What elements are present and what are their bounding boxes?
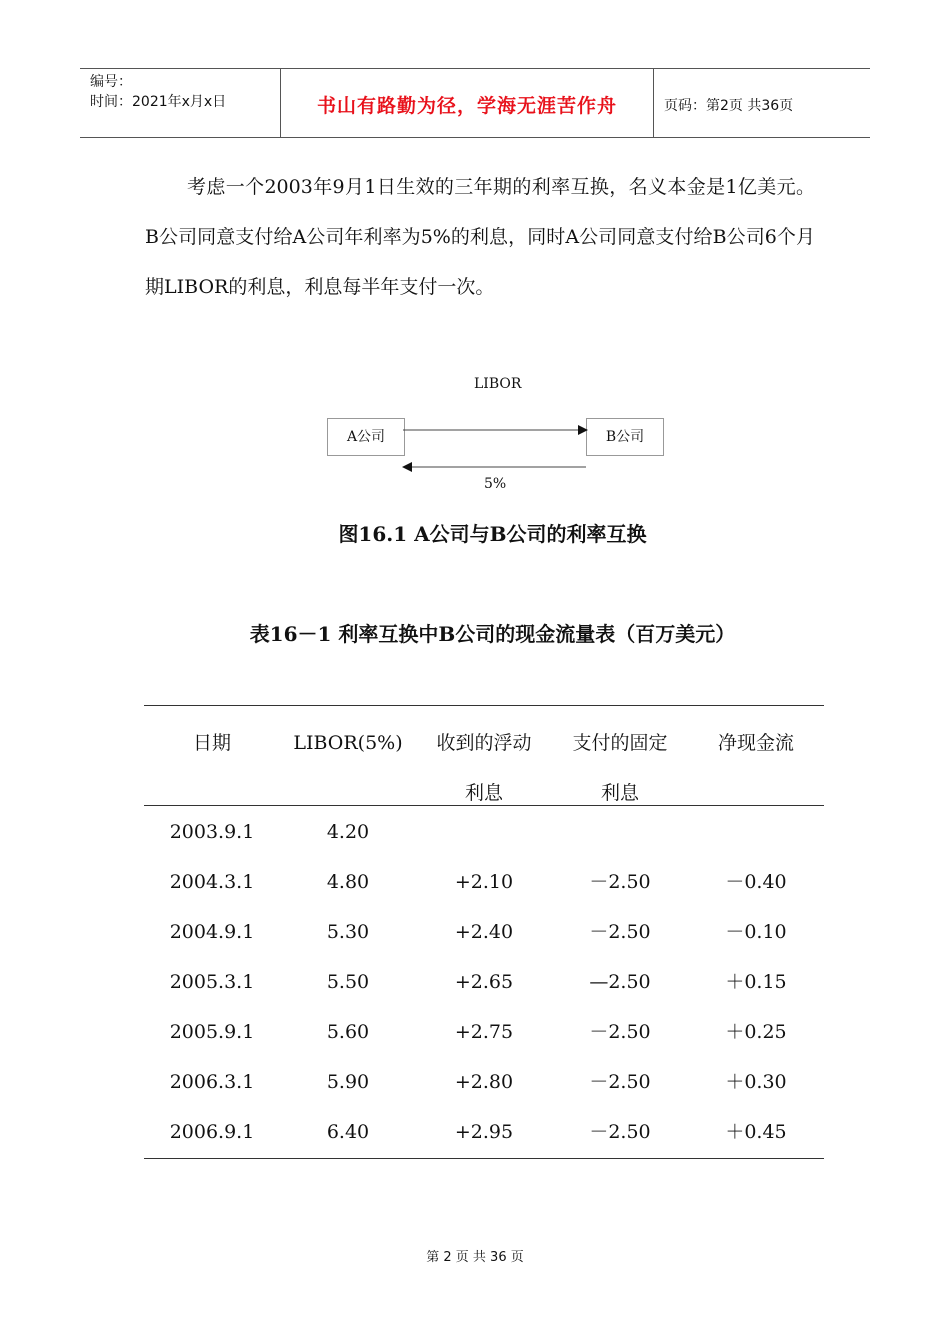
- table-row: [144, 1006, 824, 1056]
- page-header: [80, 68, 870, 138]
- cell-fixed-paid: －2.50: [589, 1121, 651, 1143]
- cell-floating-received: +2.95: [454, 1121, 514, 1143]
- cell-libor: 5.90: [326, 1071, 370, 1093]
- cell-net-cashflow: ＋0.30: [725, 1071, 787, 1093]
- figure-arrows: [400, 420, 590, 472]
- table-caption: 表16－1 利率互换中B公司的现金流量表（百万美元）: [249, 622, 736, 646]
- cell-date: 2005.9.1: [169, 1021, 255, 1043]
- cashflow-table: [144, 705, 824, 1159]
- table-row: [144, 906, 824, 956]
- figure-caption: 图16.1 A公司与B公司的利率互换: [338, 522, 647, 546]
- cell-fixed-paid: －2.50: [589, 1021, 651, 1043]
- figure-fixed-rate-label: 5%: [484, 476, 507, 492]
- table-row: [144, 856, 824, 906]
- arrowhead-right-icon: [578, 425, 588, 435]
- header-fixed-paid: 支付的固定 利息: [572, 732, 668, 804]
- cell-libor: 5.50: [326, 971, 370, 993]
- cell-libor: 4.20: [326, 821, 370, 843]
- cell-date: 2004.9.1: [169, 921, 255, 943]
- page-footer: 第 2 页 共 36 页: [426, 1250, 524, 1265]
- cell-net-cashflow: ＋0.45: [725, 1121, 787, 1143]
- document-time-label: 时间：2021年x月x日: [90, 94, 227, 110]
- cell-net-cashflow: －0.40: [725, 871, 787, 893]
- cell-libor: 4.80: [326, 871, 370, 893]
- cell-date: 2006.9.1: [169, 1121, 255, 1143]
- table-body: [144, 806, 824, 1158]
- cell-libor: 5.30: [326, 921, 370, 943]
- header-net-cashflow: 净现金流: [717, 732, 794, 754]
- cell-net-cashflow: －0.10: [725, 921, 787, 943]
- header-motto-cell: [281, 69, 654, 137]
- table-header: [144, 706, 824, 806]
- cell-net-cashflow: ＋0.25: [725, 1021, 787, 1043]
- cell-fixed-paid: －2.50: [589, 921, 651, 943]
- cell-net-cashflow: ＋0.15: [725, 971, 787, 993]
- arrowhead-left-icon: [402, 462, 412, 472]
- cell-floating-received: +2.10: [454, 871, 514, 893]
- header-floating-received: 收到的浮动 利息: [436, 732, 532, 804]
- cell-date: 2003.9.1: [169, 821, 255, 843]
- table-row: [144, 956, 824, 1006]
- cell-fixed-paid: —2.50: [589, 971, 651, 993]
- header-libor: LIBOR(5%): [293, 732, 403, 754]
- cell-floating-received: +2.65: [454, 971, 514, 993]
- cell-libor: 6.40: [326, 1121, 370, 1143]
- cell-floating-received: +2.40: [454, 921, 514, 943]
- header-page-info: 页码：第2页 共36页: [664, 98, 794, 114]
- table-row: [144, 806, 824, 856]
- header-motto: 书山有路勤为径，学海无涯苦作舟: [316, 95, 617, 117]
- header-meta-cell: [80, 69, 281, 137]
- figure-libor-label: LIBOR: [474, 376, 522, 392]
- header-page-cell: [654, 69, 870, 137]
- table-row: [144, 1056, 824, 1106]
- figure-company-b-box: B公司: [586, 418, 664, 456]
- cell-date: 2004.3.1: [169, 871, 255, 893]
- cell-fixed-paid: －2.50: [589, 871, 651, 893]
- cell-date: 2005.3.1: [169, 971, 255, 993]
- figure-company-a-box: A公司: [327, 418, 405, 456]
- cell-floating-received: +2.75: [454, 1021, 514, 1043]
- table-row: [144, 1106, 824, 1156]
- body-paragraph: 考虑一个2003年9月1日生效的三年期的利率互换，名义本金是1亿美元。B公司同意支付给A公司年利率为5%的利息，同时A公司同意支付给B公司6个月期LIBOR的利息，利息每半年支付一次。: [145, 176, 815, 298]
- cell-fixed-paid: －2.50: [589, 1071, 651, 1093]
- document-number-label: 编号：: [90, 74, 132, 90]
- cell-libor: 5.60: [326, 1021, 370, 1043]
- header-date: 日期: [192, 732, 231, 754]
- cell-date: 2006.3.1: [169, 1071, 255, 1093]
- cell-floating-received: +2.80: [454, 1071, 514, 1093]
